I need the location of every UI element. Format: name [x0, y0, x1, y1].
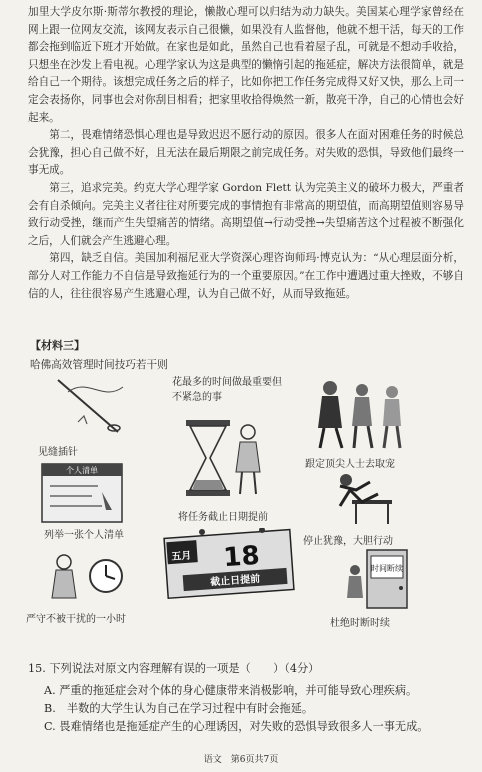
hurdle-jump-illustration	[322, 472, 412, 526]
list-card-title: 个人清单	[66, 466, 98, 475]
material-subtitle: 哈佛高效管理时间技巧若干则	[30, 359, 168, 371]
passage-text	[28, 4, 464, 303]
tip-caption-8: 杜绝时断时续	[330, 618, 390, 629]
passage-paragraph-2: 第二，畏难情绪恐惧心理也是导致迟迟不愿行动的原因。很多人在面对困难任务的时候总会犹豫，担心自己做不好，且无法在最后期限之前完成任务。对失败的恐惧，导致他们最终一事无成。	[28, 129, 464, 177]
page-footer: 语文 第6页共7页	[203, 755, 279, 765]
tip-caption-3: 跟定顶尖人士去取宠	[305, 459, 395, 470]
material-label: 【材料三】	[30, 339, 85, 352]
calendar-month: 五月	[171, 550, 192, 563]
passage-paragraph-4: 第四，缺乏自信。美国加利福尼亚大学资深心理咨询师玛·博克认为：“从心理层面分析，部分人对工作能力不自信是导致拖延行为的一个重要原因。”在工作中遭遇过重大挫败，不够自信的人，往往很容易产生逃避心理，认为自己做不好，从而导致拖延。	[28, 252, 464, 300]
sewing-illustration	[48, 372, 136, 442]
calendar-illustration	[162, 528, 298, 604]
calendar-note: 截止日提前	[209, 573, 261, 589]
tip-caption-1: 见缝插针	[38, 447, 78, 458]
door-illustration	[345, 548, 425, 610]
tip-caption-4: 列举一张个人清单	[44, 530, 124, 541]
passage-paragraph-1: 加里大学皮尔斯·斯蒂尔教授的理论，懒散心理可以归结为动力缺失。美国某心理学家曾经在网上跟一位网友交流，该网友表示自己很懒，如果没有人监督他，他就不想干活，每天的工作都会拖到临近下班才开始做。在家也是如此，虽然自己也看着屋子乱，可就是不想动手收拾，只想坐在沙发上看电视。心理学家认为这是典型的懒惰引起的拖延症，解决方法很简单，就是给自己一个期待。该想完成任务之后的样子，比如你把工作任务完成得又好又快，那么上司一定会表扬你，同事也会对你刮目相看；把家里收拾得焕然一新，散亮干净，自己的心情也会好起来。	[28, 6, 464, 124]
door-sign: 时间断续	[371, 564, 403, 573]
question-stem: 15. 下列说法对原文内容理解有误的一项是（ ）（4分）	[28, 662, 320, 675]
tip-caption-7: 严守不被干扰的一小时	[26, 614, 126, 625]
option-b: B. 半数的大学生认为自己在学习过程中有时会拖延。	[44, 702, 314, 715]
option-c: C. 畏难情绪也是拖延症产生的心理诱因，对失败的恐惧导致很多人一事无成。	[44, 720, 429, 733]
walking-group-illustration	[300, 372, 410, 452]
list-card-illustration	[38, 462, 126, 524]
tip-caption-2: 花最多的时间做最重要但不紧急的事	[172, 377, 282, 403]
calendar-day: 18	[222, 540, 261, 574]
person-with-clock-illustration	[40, 548, 132, 608]
passage-paragraph-3: 第三，追求完美。约克大学心理学家 Gordon Flett 认为完美主义的破坏力极大，严重者会有自杀倾向。完美主义者往往对所要完成的事情抱有非常高的期望值，而高期望值则容易导致行动受挫，继而产生失望痛苦的情绪。高期望值→行动受挫→失望痛苦这个过程被不断强化之后，人们就会产生逃避心理。	[28, 181, 464, 247]
tip-caption-6: 停止犹豫，大胆行动	[303, 536, 393, 547]
tip-caption-5: 将任务截止日期提前	[178, 512, 268, 523]
option-a: A. 严重的拖延症会对个体的身心健康带来消极影响，并可能导致心理疾病。	[44, 684, 418, 697]
